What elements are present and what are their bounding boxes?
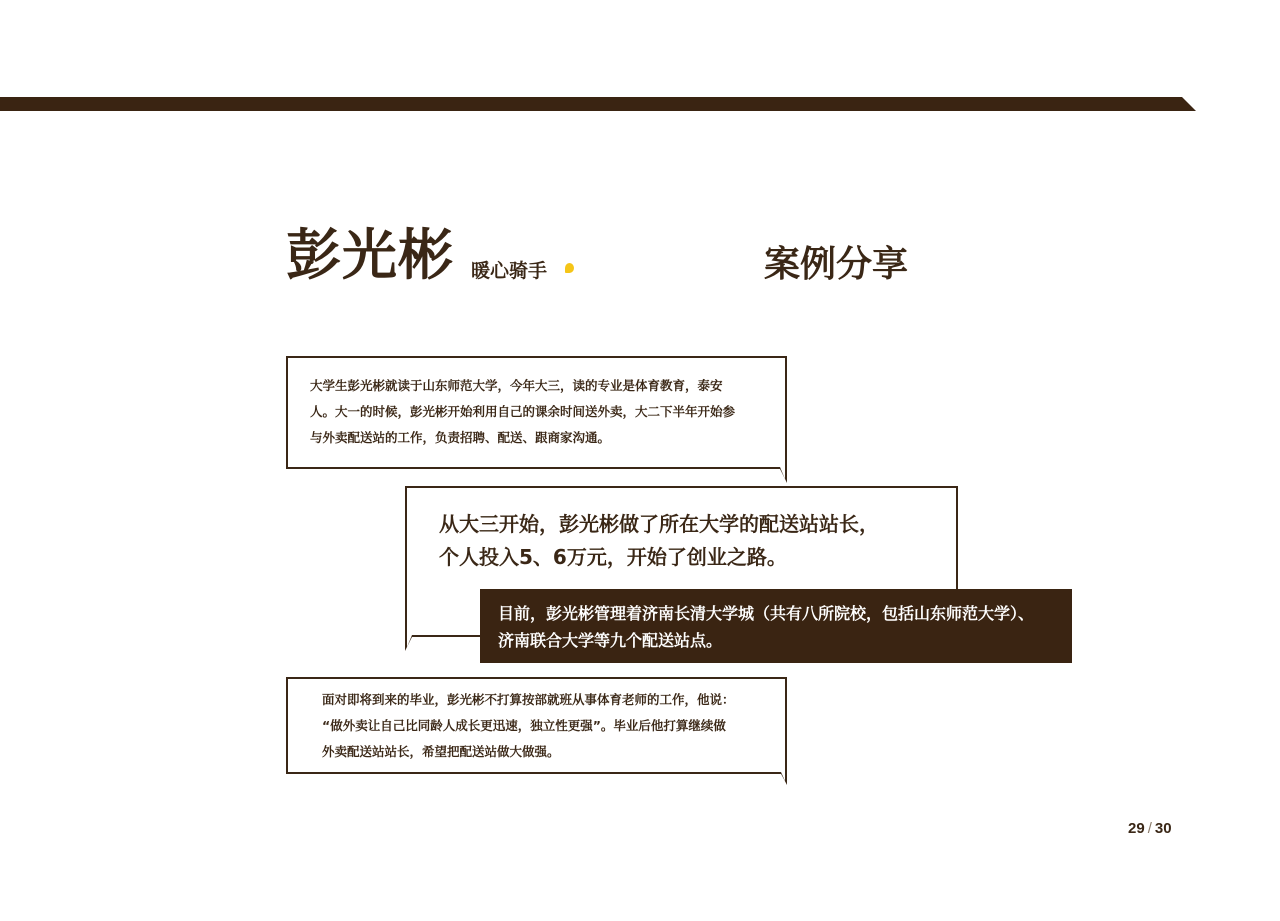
future-line: 外卖配送站站长，希望把配送站做大做强。: [322, 744, 560, 759]
role-tag: 暖心骑手: [471, 260, 548, 282]
intro-line: 与外卖配送站的工作，负责招聘、配送、跟商家沟通。: [310, 430, 611, 445]
header-band: [0, 97, 1196, 111]
future-line: 面对即将到来的毕业，彭光彬不打算按部就班从事体育老师的工作，他说：: [322, 692, 735, 707]
highlight-text: [439, 508, 939, 574]
highlight-line: 从大三开始，彭光彬做了所在大学的配送站站长，: [439, 512, 879, 536]
accent-dot: [565, 263, 574, 273]
intro-line: 人。大一的时候，彭光彬开始利用自己的课余时间送外卖，大二下半年开始参: [310, 404, 736, 419]
current-line: 济南联合大学等九个配送站点。: [498, 631, 723, 650]
person-name: 彭光彬: [286, 223, 455, 287]
current-status-text: [498, 600, 1068, 654]
page-separator: /: [1147, 820, 1152, 837]
page-total: 30: [1154, 820, 1172, 837]
future-line: “做外卖让自己比同龄人成长更迅速，独立性更强”。毕业后他打算继续做: [322, 718, 726, 733]
future-text: [322, 687, 767, 765]
section-title: 案例分享: [764, 244, 909, 285]
intro-line: 大学生彭光彬就读于山东师范大学，今年大三，读的专业是体育教育，泰安: [310, 378, 723, 393]
intro-bubble: [286, 356, 787, 469]
page-number: [1128, 820, 1172, 837]
future-bubble: [286, 677, 787, 774]
current-line: 目前，彭光彬管理着济南长清大学城（共有八所院校，包括山东师范大学）、: [498, 604, 1035, 623]
highlight-line: 个人投入5、6万元，开始了创业之路。: [439, 545, 787, 569]
page-current: 29: [1128, 820, 1145, 837]
intro-text: [310, 373, 770, 451]
current-status-box: [480, 589, 1072, 663]
